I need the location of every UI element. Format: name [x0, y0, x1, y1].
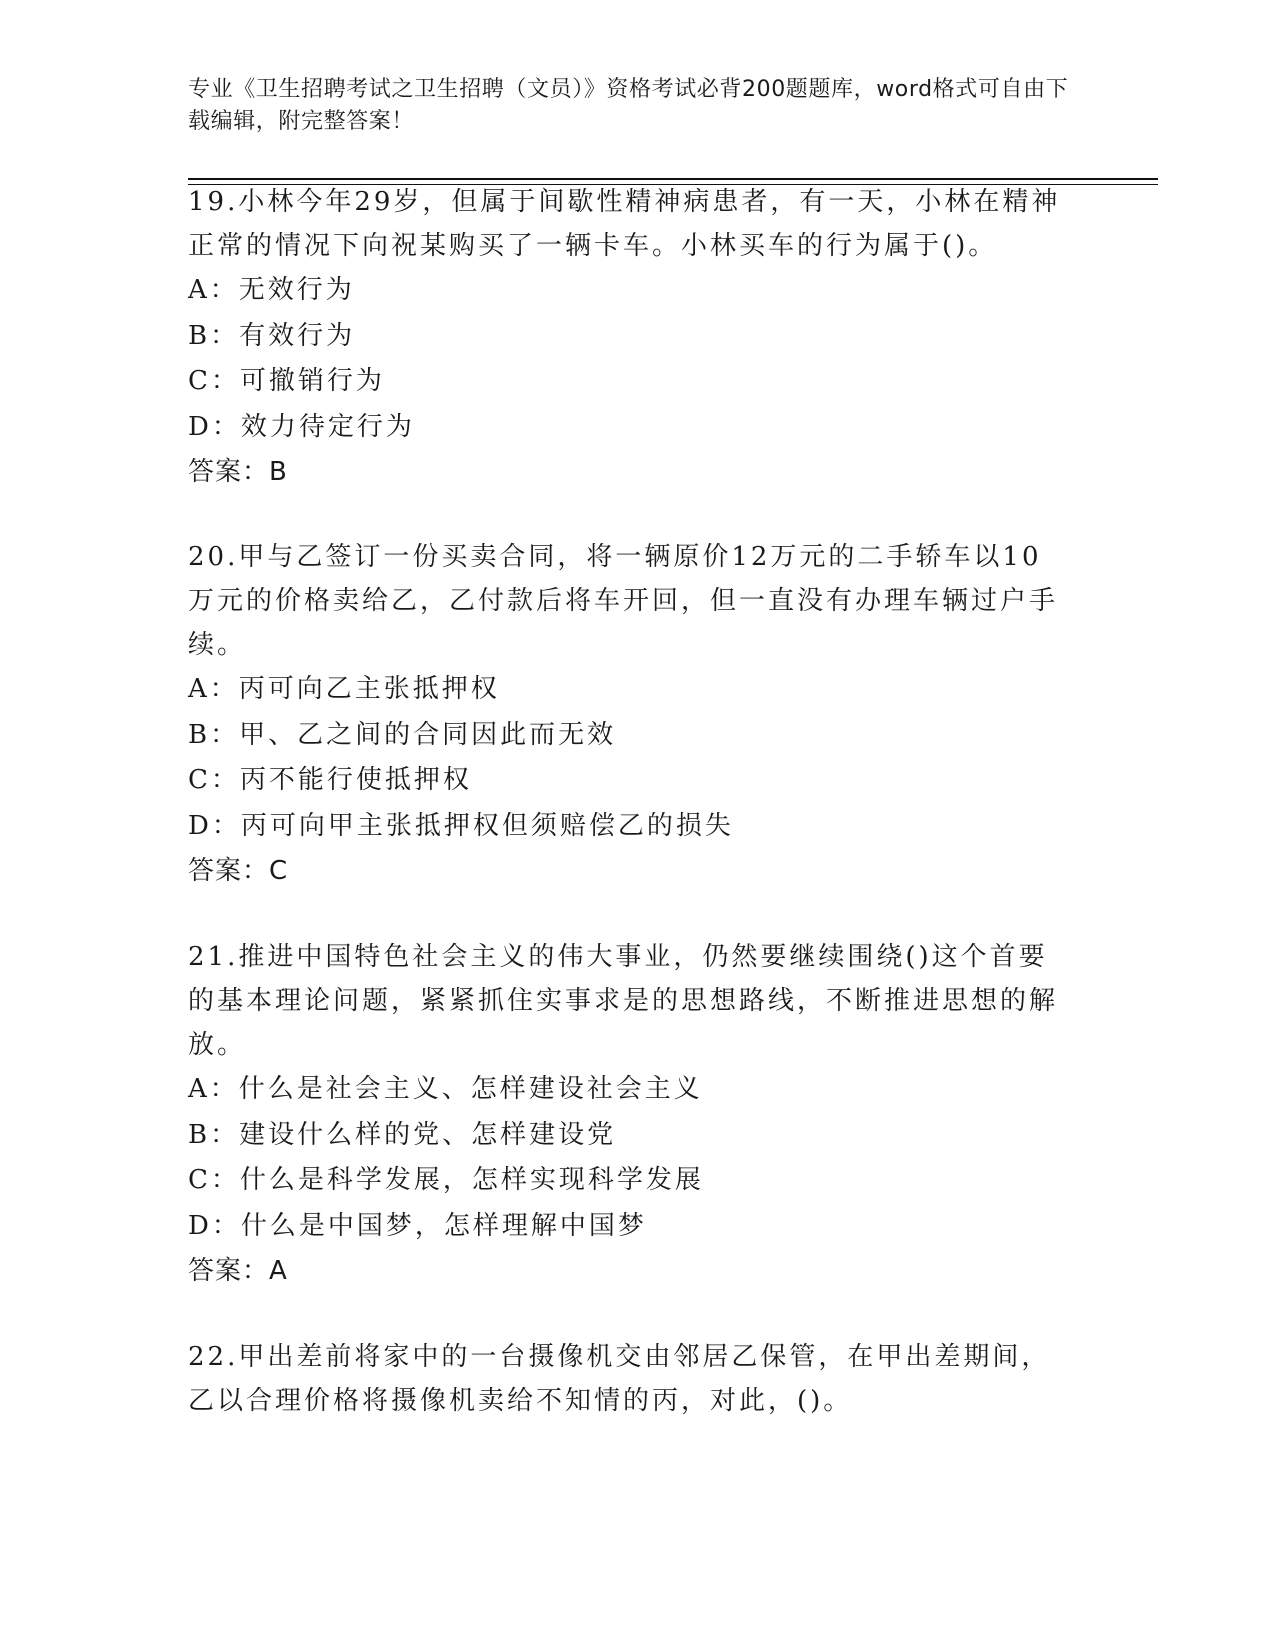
question-20	[188, 535, 1068, 894]
answer-line: 答案：A	[188, 1256, 288, 1286]
question-21	[188, 935, 1068, 1294]
question-19	[188, 180, 1068, 495]
question-stem: 20.甲与乙签订一份买卖合同，将一辆原价12万元的二手轿车以10万元的价格卖给乙，乙付款后将车开回，但一直没有办理车辆过户手续。	[188, 542, 1059, 660]
option-b: B：建设什么样的党、怎样建设党	[188, 1119, 617, 1150]
question-stem: 21.推进中国特色社会主义的伟大事业，仍然要继续围绕()这个首要的基本理论问题，紧紧抓住实事求是的思想路线，不断推进思想的解放。	[188, 942, 1059, 1060]
option-c: C：什么是科学发展，怎样实现科学发展	[188, 1165, 704, 1195]
option-c: C：可撤销行为	[188, 366, 385, 396]
document-header: 专业《卫生招聘考试之卫生招聘（文员）》资格考试必背200题题库，word格式可自由下载编辑，附完整答案！	[188, 77, 1069, 134]
answer-line: 答案：C	[188, 856, 289, 886]
answer-line: 答案：B	[188, 457, 288, 487]
option-a: A：无效行为	[188, 275, 355, 305]
option-d: D：什么是中国梦，怎样理解中国梦	[188, 1210, 647, 1241]
option-c: C：丙不能行使抵押权	[188, 765, 472, 795]
option-b: B：甲、乙之间的合同因此而无效	[188, 719, 617, 750]
question-stem: 19.小林今年29岁，但属于间歇性精神病患者，有一天，小林在精神正常的情况下向祝某购买了一辆卡车。小林买车的行为属于()。	[188, 187, 1061, 261]
question-22	[188, 1335, 1068, 1423]
option-a: A：丙可向乙主张抵押权	[188, 674, 500, 704]
option-b: B：有效行为	[188, 320, 356, 351]
option-a: A：什么是社会主义、怎样建设社会主义	[188, 1074, 703, 1104]
option-d: D：丙可向甲主张抵押权但须赔偿乙的损失	[188, 810, 734, 841]
question-stem: 22.甲出差前将家中的一台摄像机交由邻居乙保管，在甲出差期间，乙以合理价格将摄像机卖给不知情的丙，对此，()。	[188, 1342, 1051, 1416]
option-d: D：效力待定行为	[188, 411, 415, 442]
